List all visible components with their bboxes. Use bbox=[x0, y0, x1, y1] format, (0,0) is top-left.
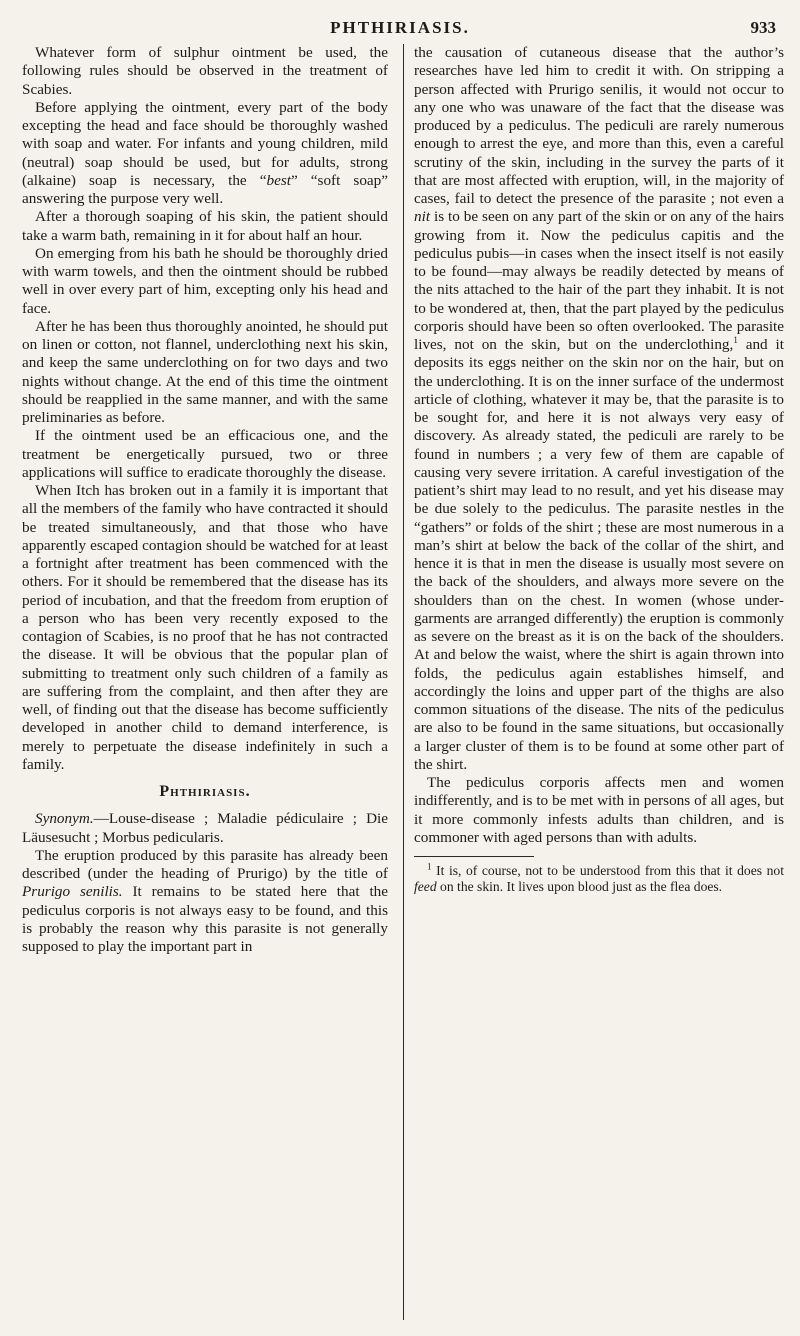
paragraph: The pediculus corporis affects men and women indifferently, and is to be met with in persons of all ages, but it more commonly infests adults than children, and is commoner with aged persons than with adults. bbox=[414, 774, 784, 846]
column-divider bbox=[403, 44, 404, 1320]
paragraph: On emerging from his bath he should be thoroughly dried with warm towels, and then the ointment should be rubbed well in over every part of him, excepting only his head and face. bbox=[22, 244, 388, 317]
left-column bbox=[22, 44, 388, 956]
footnote: $^1$ It is, of course, not to be understood from this that it does not feed on the skin. It lives upon blood just as the flea does. bbox=[414, 861, 784, 894]
paragraph: Before applying the ointment, every part of the body excepting the head and face should be thoroughly washed with soap and water. For infants and young children, mild (neutral) soap should be used, but for adults, strong (alkaine) soap is necessary, the “best” “soft soap” answering the purpose very well. bbox=[22, 98, 389, 207]
paragraph: If the ointment used be an efficacious one, and the treatment be energetically pursued, two or three applications will suffice to eradicate thoroughly the disease. bbox=[22, 427, 388, 481]
synonym-label: Synonym. bbox=[35, 810, 94, 828]
page-number: 933 bbox=[750, 18, 776, 37]
running-head bbox=[0, 18, 800, 44]
paragraph: When Itch has broken out in a family it is important that all the members of the family who have contracted it should be treated simultaneously, and that those who have apparently escaped contagion should be watched for at least a fortnight after treatment has been commenced with the others. For it should be remembered that the disease has its period of incubation, and that the freedom from eruption of a person who has been very recently exposed to the contagion of Scabies, is no proof that he has not contracted the disease. It will be obvious that the popular plan of submitting to treatment only such children of a family as are suffering from the complaint, and then after they are well, of finding out that the disease has become sufficiently developed in another child to demand interference, is merely to perpetuate the disease indefinitely in such a family. bbox=[22, 482, 388, 773]
paragraph: The eruption produced by this parasite has already been described (under the heading of Prurigo) by the title of Prurigo senilis. It remains to be stated here that the pediculus corporis is not always easy to be found, and this is probably the reason why this parasite is not generally supposed to play the important part in bbox=[22, 846, 388, 955]
footnote-reference: 1 bbox=[733, 334, 738, 345]
running-title: PHTHIRIASIS. bbox=[330, 18, 470, 37]
footnote-rule bbox=[414, 856, 534, 857]
paragraph: Whatever form of sulphur ointment be used, the following rules should be observed in the treatment of Scabies. bbox=[22, 44, 388, 98]
paragraph: After a thorough soaping of his skin, the patient should take a warm bath, remaining in it for about half an hour. bbox=[22, 208, 388, 244]
section-heading: Phthiriasis. bbox=[159, 783, 251, 800]
right-column bbox=[414, 44, 784, 895]
synonym-paragraph: Synonym.—Louse-disease ; Maladie pédiculaire ; Die Läusesucht ; Morbus pedicularis. bbox=[22, 810, 388, 846]
paragraph: After he has been thus thoroughly anointed, he should put on linen or cotton, not flannel, underclothing next his skin, and keep the same underclothing on for two days and two nights without change. At the end of this time the ointment should be reapplied in the same manner, and with the same preliminaries as before. bbox=[22, 317, 388, 426]
paragraph: the causation of cutaneous disease that the author’s researches have led him to credit it with. On stripping a person affected with Prurigo senilis, it would not occur to any one who was unaware of the fact that the disease was produced by a pediculus. The pediculi are rarely numerous enough to arrest the eye, and more than this, even a careful scrutiny of the skin, including in the survey the parts of it that are most affected with eruption, will, in the majority of cases, fail to detect the presence of the parasite ; not even a nit is to be seen on any part of the skin or on any of the hairs growing from it. Now the pediculus capitis and the pediculus pubis—in cases when the insect itself is not easily to be found—may always be readily detected by means of the nits attached to the hair of the part they inhabit. It is not to be wondered at, then, that the part played by the pediculus corporis should have been so often overlooked. The parasite lives, not on the skin, but on the underclothing,$^1$ and it deposits its eggs neither on the skin nor on the hair, but on the underclothing. It is on the inner surface of the undermost article of clothing, whatever it may be, that the parasite is to be sought for, and here it is not always very easy of discovery. As already stated, the pediculi are rarely to be found in numbers ; a very few of them are capable of causing very severe irritation. A careful investigation of the patient’s shirt may lead to no result, and yet his disease may be due solely to the pediculus. The parasite nestles in the “gathers” or folds of the shirt ; these are most numerous in a man’s shirt at below the back of the collar of the shirt, and hence it is that in men the disease is usually most severe on the back of the shoulders, and always more severe on the shoulders than on the chest. In women (whose under-garments are arranged differently) the eruption is commonly as severe on the breast as it is on the back of the shoulders. At and below the waist, where the shirt is again thrown into folds, the pediculus again establishes himself, and accordingly the loins and upper part of the thighs are also common situations of the disease. The nits of the pediculus are also to be found in the same situations, but occasionally a larger cluster of them is to be found at some other part of the shirt. bbox=[414, 44, 784, 773]
